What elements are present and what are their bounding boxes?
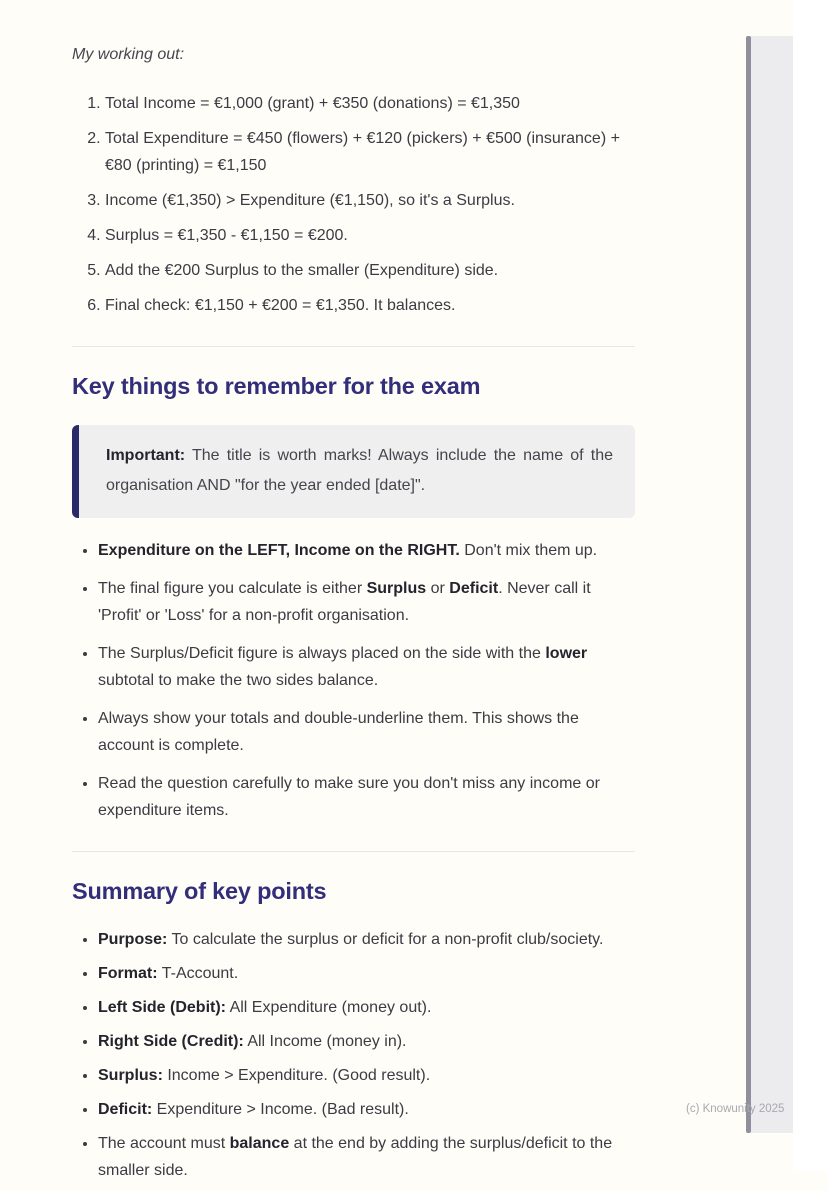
section-divider bbox=[72, 346, 635, 347]
document-content bbox=[72, 0, 635, 1191]
working-out-label: My working out: bbox=[72, 46, 185, 63]
section-title-summary: Summary of key points bbox=[72, 878, 327, 904]
exam-tip-item: • Read the question carefully to make sure you don't miss any income or expenditure items. bbox=[98, 770, 635, 824]
scrollbar-thumb[interactable] bbox=[746, 36, 751, 1133]
working-step: 2. Total Expenditure = €450 (flowers) + €120 (pickers) + €500 (insurance) + €80 (printing) = €1,150 bbox=[105, 125, 635, 179]
working-step: 3. Income (€1,350) > Expenditure (€1,150), so it's a Surplus. bbox=[105, 187, 635, 214]
working-step: 6. Final check: €1,150 + €200 = €1,350. It balances. bbox=[105, 292, 635, 319]
summary-item: • Purpose: To calculate the surplus or deficit for a non-profit club/society. bbox=[98, 926, 635, 953]
exam-tips-list bbox=[72, 537, 635, 824]
summary-list bbox=[72, 926, 635, 1184]
scrollbar-track bbox=[750, 36, 793, 1133]
exam-tip-item: • The Surplus/Deficit figure is always placed on the side with the lower subtotal to make the two sides balance. bbox=[98, 640, 635, 694]
exam-tip-item: • The final figure you calculate is either Surplus or Deficit. Never call it 'Profit' or 'Loss' for a non-profit organisation. bbox=[98, 575, 635, 629]
summary-item: • The account must balance at the end by adding the surplus/deficit to the smaller side. bbox=[98, 1130, 635, 1184]
important-callout bbox=[72, 425, 635, 518]
working-step: 1. Total Income = €1,000 (grant) + €350 (donations) = €1,350 bbox=[105, 90, 635, 117]
summary-item: • Format: T-Account. bbox=[98, 960, 635, 987]
working-steps-list bbox=[72, 90, 635, 319]
exam-tip-item: • Expenditure on the LEFT, Income on the RIGHT. Don't mix them up. bbox=[98, 537, 635, 564]
working-step: 5. Add the €200 Surplus to the smaller (Expenditure) side. bbox=[105, 257, 635, 284]
summary-item: • Left Side (Debit): All Expenditure (money out). bbox=[98, 994, 635, 1021]
working-step: 4. Surplus = €1,350 - €1,150 = €200. bbox=[105, 222, 635, 249]
important-callout-text: Important: The title is worth marks! Always include the name of the organisation AND "for the year ended [date]". bbox=[106, 447, 613, 494]
section-divider bbox=[72, 851, 635, 852]
summary-item: • Deficit: Expenditure > Income. (Bad result). bbox=[98, 1096, 635, 1123]
copyright-watermark: (c) Knowunity 2025 bbox=[686, 1103, 785, 1115]
summary-item: • Right Side (Credit): All Income (money in). bbox=[98, 1028, 635, 1055]
exam-tip-item: • Always show your totals and double-underline them. This shows the account is complete. bbox=[98, 705, 635, 759]
summary-item: • Surplus: Income > Expenditure. (Good result). bbox=[98, 1062, 635, 1089]
right-page-background bbox=[793, 0, 828, 1171]
section-title-key-things: Key things to remember for the exam bbox=[72, 373, 481, 399]
